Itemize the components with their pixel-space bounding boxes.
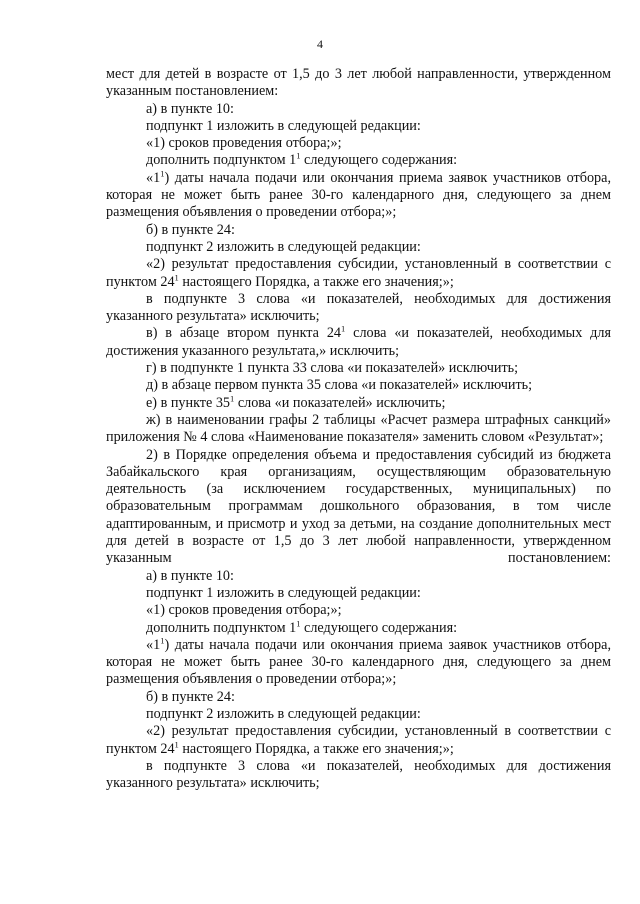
paragraph: «2) результат предоставления субсидии, установленный в соответствии с пунктом $24^1$ настоящего Порядка, а также его значения;»; bbox=[106, 723, 611, 757]
paragraph: г) в подпункте 1 пункта 33 слова «и показателей» исключить; bbox=[146, 360, 519, 377]
paragraph: «2) результат предоставления субсидии, установленный в соответствии с пунктом $24^1$ настоящего Порядка, а также его значения;»; bbox=[106, 256, 611, 290]
paragraph: е) в пункте $35^1$ слова «и показателей» исключить; bbox=[146, 392, 446, 411]
paragraph: ж) в наименовании графы 2 таблицы «Расчет размера штрафных санкций» приложения № 4 слова «Наименование показателя» заменить словом «Результат»; bbox=[106, 411, 611, 446]
paragraph: б) в пункте 24: bbox=[146, 688, 235, 705]
paragraph: в подпункте 3 слова «и показателей, необходимых для достижения указанного результата» исключить; bbox=[106, 290, 611, 325]
page-number: 4 bbox=[317, 37, 323, 51]
paragraph: 2) в Порядке определения объема и предоставления субсидий из бюджета Забайкальского края организациям, осуществляющим образовательную деятельность (за исключением государственных, муниципальных) по образовательным программам дошкольного образования, в том числе адаптированным, и присмотр и уход за детьми, на создание дополнительных мест для детей в возрасте от 1,5 до 3 лет любой направленности, утвержденном указанным постановлением: bbox=[106, 446, 611, 567]
paragraph: «$1^1$) даты начала подачи или окончания приема заявок участников отбора, которая не может быть ранее 30-го календарного дня, следующего за днем размещения объявления о проведении отбора;»; bbox=[106, 635, 611, 688]
paragraph: подпункт 2 изложить в следующей редакции: bbox=[146, 238, 421, 255]
paragraph: а) в пункте 10: bbox=[146, 567, 234, 584]
paragraph: «1) сроков проведения отбора;»; bbox=[146, 602, 342, 619]
paragraph: подпункт 2 изложить в следующей редакции: bbox=[146, 705, 421, 722]
paragraph: в подпункте 3 слова «и показателей, необходимых для достижения указанного результата» исключить; bbox=[106, 757, 611, 792]
paragraph: «1) сроков проведения отбора;»; bbox=[146, 135, 342, 152]
paragraph: д) в абзаце первом пункта 35 слова «и показателей» исключить; bbox=[146, 377, 533, 394]
paragraph: б) в пункте 24: bbox=[146, 221, 235, 238]
paragraph: в) в абзаце втором пункта $24^1$ слова «и показателей, необходимых для достижения указанного результата,» исключить; bbox=[106, 323, 611, 359]
paragraph: а) в пункте 10: bbox=[146, 100, 234, 117]
paragraph: дополнить подпунктом $1^1$ следующего содержания: bbox=[146, 150, 458, 169]
document-body bbox=[106, 66, 611, 792]
paragraph: «$1^1$) даты начала подачи или окончания приема заявок участников отбора, которая не может быть ранее 30-го календарного дня, следующего за днем размещения объявления о проведении отбора;»; bbox=[106, 168, 611, 221]
paragraph: подпункт 1 изложить в следующей редакции: bbox=[146, 584, 421, 601]
paragraph: мест для детей в возрасте от 1,5 до 3 лет любой направленности, утвержденном указанным постановлением: bbox=[106, 66, 611, 100]
paragraph: подпункт 1 изложить в следующей редакции: bbox=[146, 117, 421, 134]
paragraph: дополнить подпунктом $1^1$ следующего содержания: bbox=[146, 617, 458, 636]
